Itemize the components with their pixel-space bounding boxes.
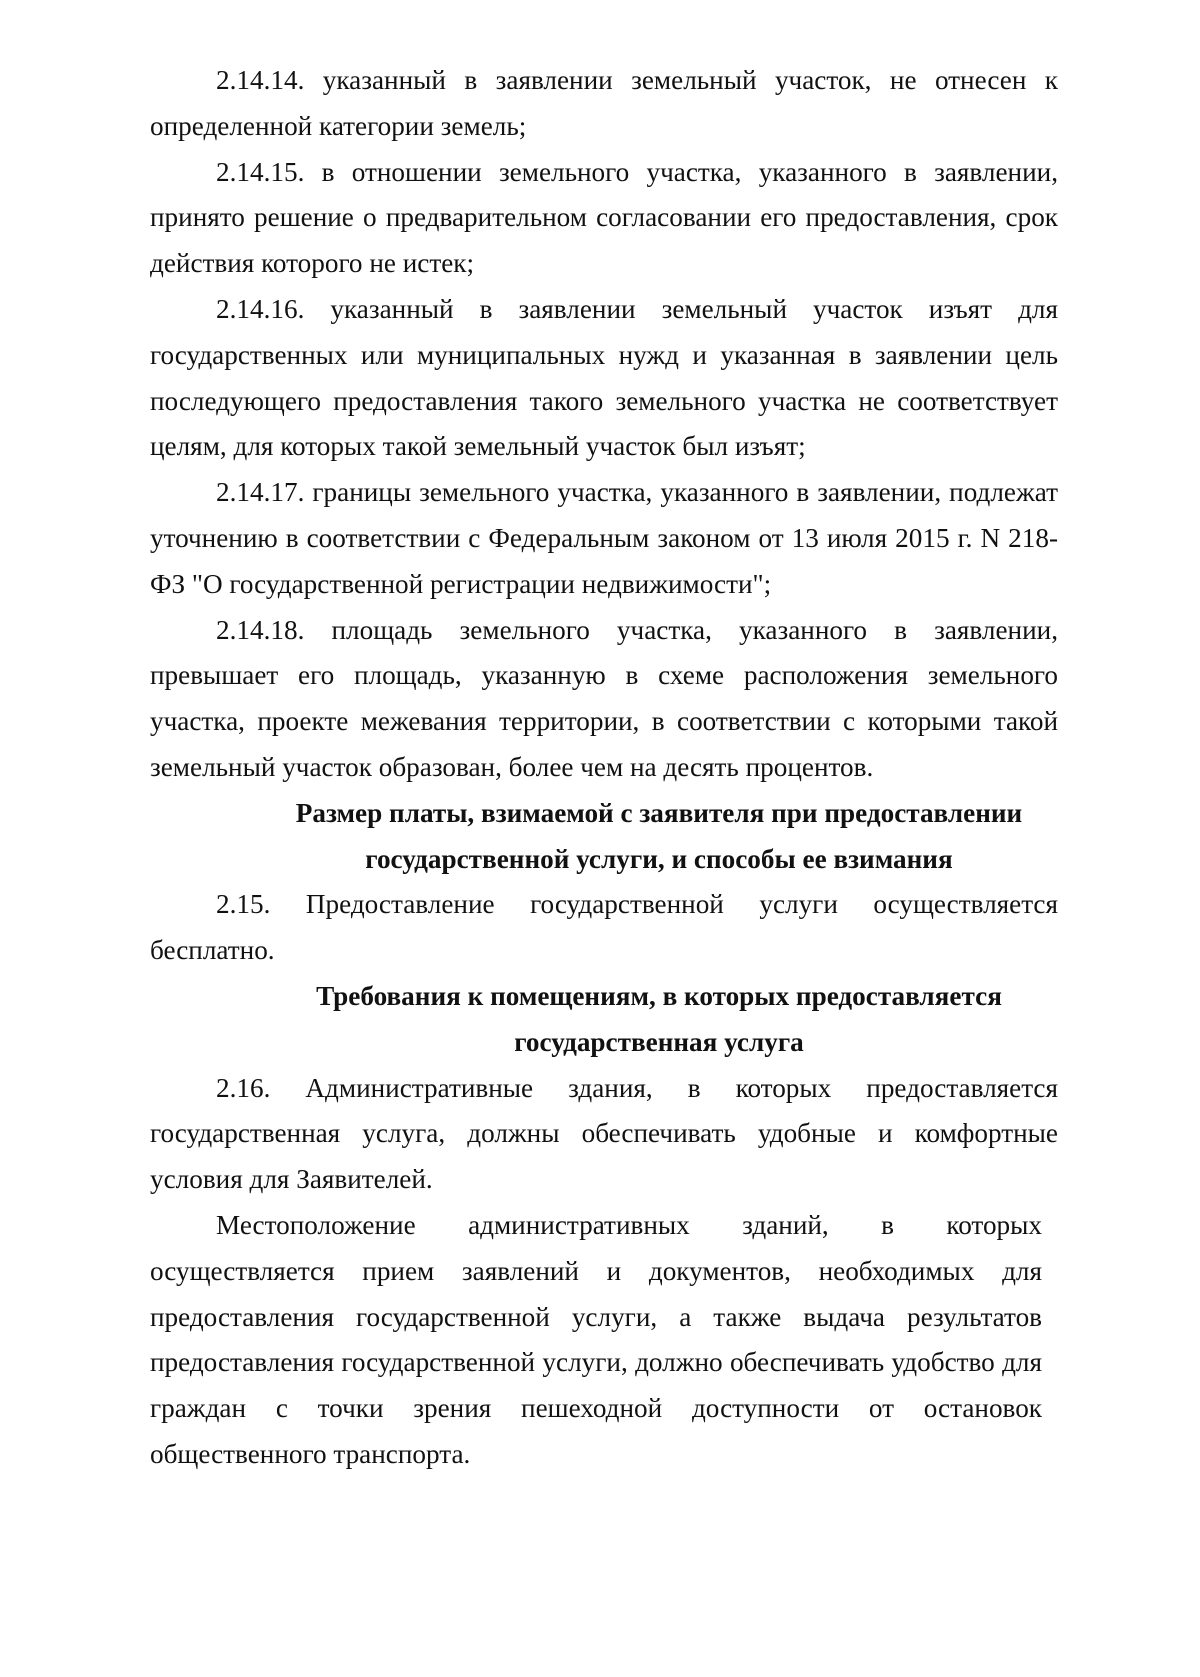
paragraph-2-16: 2.16. Административные здания, в которых предоставляется государственная услуга, должны обеспечивать удобные и комфортные условия для Заявителей. [150, 1072, 1058, 1195]
section-heading-fee [150, 791, 1058, 883]
paragraph-2-14-17: 2.14.17. границы земельного участка, указанного в заявлении, подлежат уточнению в соответствии с Федеральным законом от 13 июля 2015 г. N 218-ФЗ "О государственной регистрации недвижимости"; [150, 477, 1058, 599]
section-heading-premises-line2: государственная услуга [514, 1026, 804, 1057]
document-body [150, 58, 1058, 1478]
paragraph-2-14-15: 2.14.15. в отношении земельного участка, указанного в заявлении, принято решение о предварительном согласовании его предоставления, срок действия которого не истек; [150, 156, 1058, 279]
section-heading-premises [150, 974, 1058, 1066]
paragraph-location: Местоположение административных зданий, в которых осуществляется прием заявлений и документов, необходимых для предоставления государственной услуги, а также выдача результатов предоставления государственной услуги, должно обеспечивать удобство для граждан с точки зрения пешеходной доступности от остановок общественного транспорта. [150, 1209, 1042, 1469]
paragraph-2-14-16: 2.14.16. указанный в заявлении земельный участок изъят для государственных или муниципальных нужд и указанная в заявлении цель последующего предоставления такого земельного участка не соответствует целям, для которых такой земельный участок был изъят; [150, 293, 1058, 462]
paragraph-2-15: 2.15. Предоставление государственной услуги осуществляется бесплатно. [150, 889, 1058, 966]
section-heading-fee-line1: Размер платы, взимаемой с заявителя при предоставлении [295, 797, 1023, 828]
section-heading-premises-line1: Требования к помещениям, в которых предоставляется [316, 980, 1002, 1011]
paragraph-2-14-18: 2.14.18. площадь земельного участка, указанного в заявлении, превышает его площадь, указанную в схеме расположения земельного участка, проекте межевания территории, в соответствии с которыми такой земельный участок образован, более чем на десять процентов. [150, 614, 1058, 782]
section-heading-fee-line2: государственной услуги, и способы ее взимания [365, 843, 953, 874]
paragraph-2-14-14: 2.14.14. указанный в заявлении земельный участок, не отнесен к определенной категории земель; [150, 65, 1058, 141]
